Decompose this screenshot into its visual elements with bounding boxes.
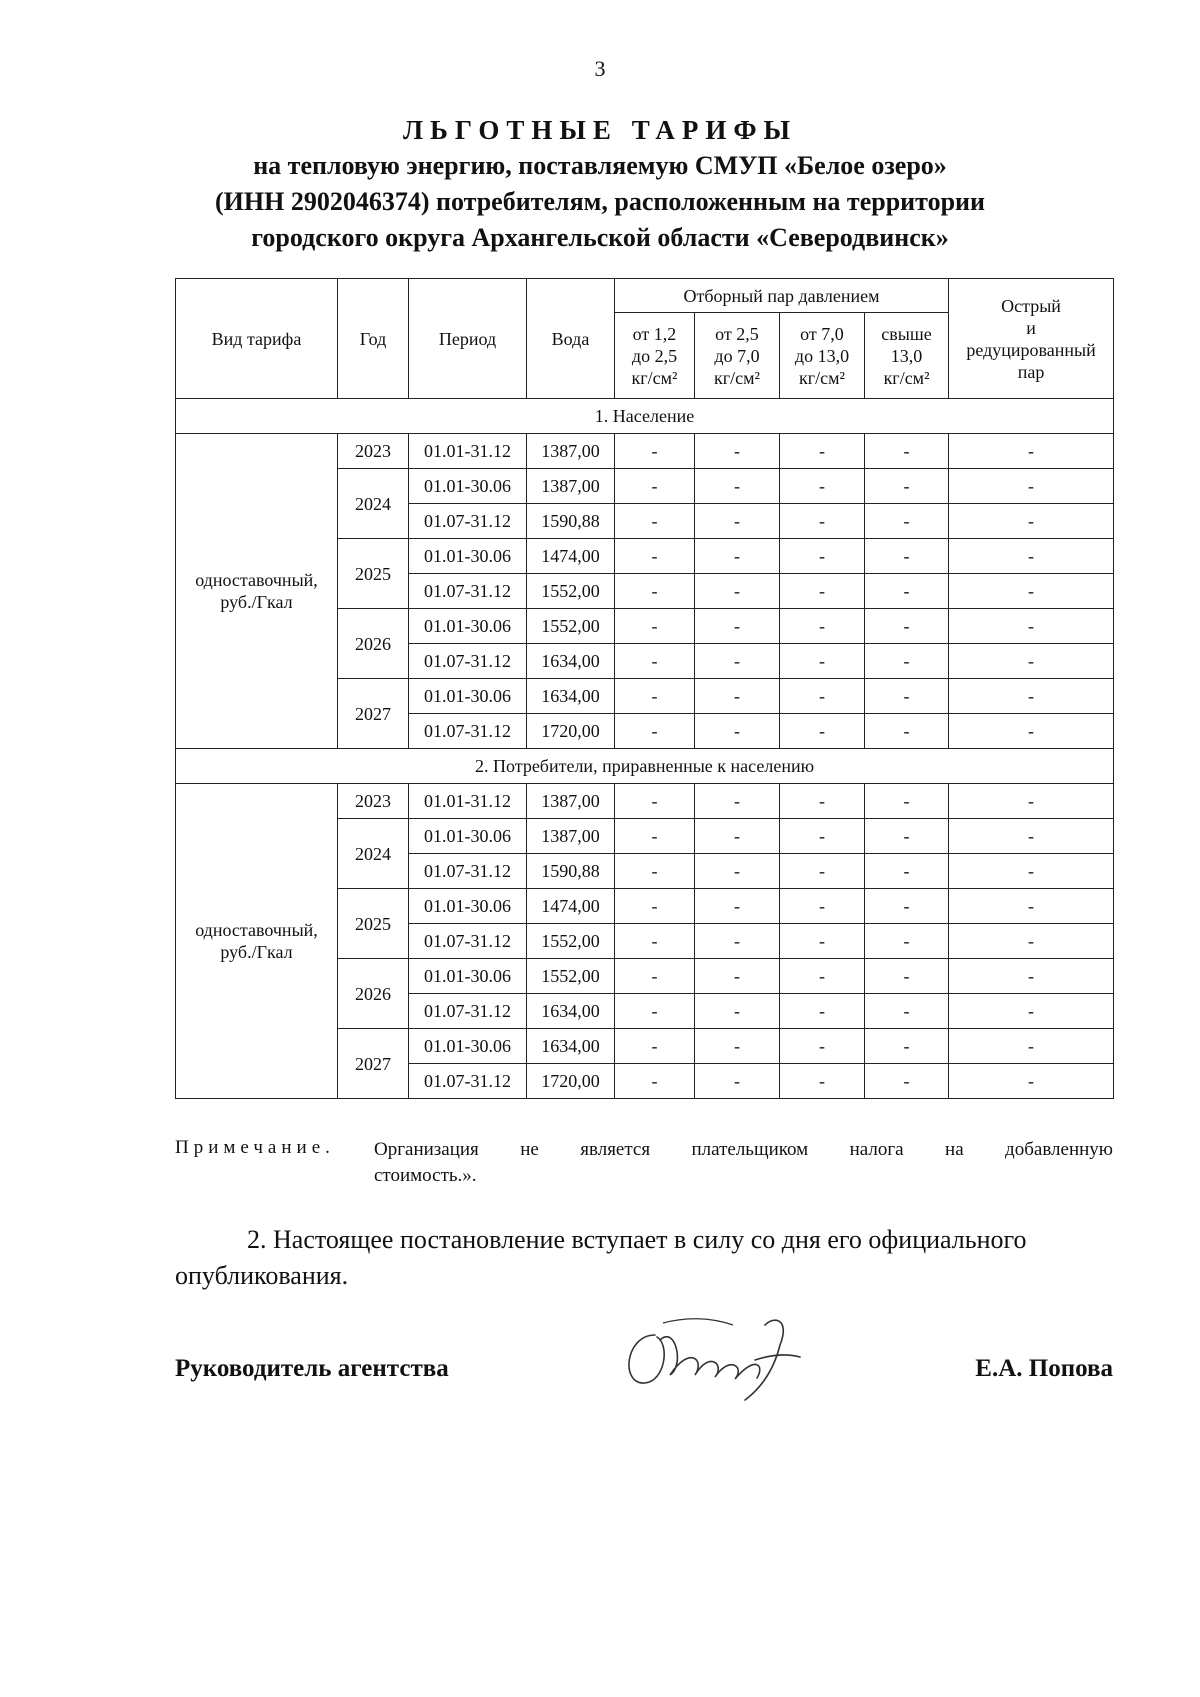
empty-value-cell: - (865, 434, 949, 469)
tariff-type-cell (176, 434, 338, 749)
water-tariff-cell: 1552,00 (527, 924, 615, 959)
water-tariff-cell: 1720,00 (527, 1064, 615, 1099)
period-cell: 01.07-31.12 (409, 994, 527, 1029)
empty-value-cell: - (780, 574, 865, 609)
empty-value-cell: - (865, 644, 949, 679)
header-steam-col-2 (695, 313, 780, 399)
header-sharp-steam (949, 279, 1114, 399)
empty-value-cell: - (949, 994, 1114, 1029)
water-tariff-cell: 1634,00 (527, 1029, 615, 1064)
year-cell: 2025 (338, 889, 409, 959)
empty-value-cell: - (865, 784, 949, 819)
empty-value-cell: - (949, 714, 1114, 749)
header-steam-col-3-l3: кг/см² (799, 367, 845, 388)
header-water: Вода (527, 279, 615, 399)
section-title: 1. Население (176, 399, 1114, 434)
empty-value-cell: - (949, 854, 1114, 889)
empty-value-cell: - (615, 644, 695, 679)
empty-value-cell: - (615, 784, 695, 819)
water-tariff-cell: 1634,00 (527, 679, 615, 714)
empty-value-cell: - (865, 819, 949, 854)
header-tariff-type: Вид тарифа (176, 279, 338, 399)
signer-role: Руководитель агентства (175, 1355, 449, 1382)
period-cell: 01.07-31.12 (409, 504, 527, 539)
empty-value-cell: - (865, 714, 949, 749)
empty-value-cell: - (780, 714, 865, 749)
water-tariff-cell: 1634,00 (527, 644, 615, 679)
header-sharp-l3: редуцированный (966, 339, 1096, 360)
empty-value-cell: - (865, 889, 949, 924)
empty-value-cell: - (949, 539, 1114, 574)
section-title-row (176, 749, 1114, 784)
empty-value-cell: - (615, 469, 695, 504)
note-text-line-1: Организация не является плательщиком налога на добавленную (374, 1139, 1113, 1160)
year-cell: 2025 (338, 539, 409, 609)
note-label: Примечание. (175, 1137, 335, 1158)
empty-value-cell: - (949, 924, 1114, 959)
tariff-table (175, 278, 1114, 1099)
year-cell: 2023 (338, 784, 409, 819)
empty-value-cell: - (949, 1064, 1114, 1099)
water-tariff-cell: 1387,00 (527, 434, 615, 469)
table-row (176, 784, 1114, 819)
empty-value-cell: - (695, 854, 780, 889)
section-title-row (176, 399, 1114, 434)
empty-value-cell: - (865, 959, 949, 994)
period-cell: 01.07-31.12 (409, 924, 527, 959)
header-steam-col-4-l2: 13,0 (890, 345, 923, 366)
empty-value-cell: - (695, 714, 780, 749)
empty-value-cell: - (615, 679, 695, 714)
empty-value-cell: - (780, 924, 865, 959)
period-cell: 01.07-31.12 (409, 644, 527, 679)
header-steam-col-4 (865, 313, 949, 399)
header-steam-col-4-l3: кг/см² (883, 367, 930, 388)
empty-value-cell: - (865, 1064, 949, 1099)
empty-value-cell: - (865, 1029, 949, 1064)
empty-value-cell: - (865, 994, 949, 1029)
water-tariff-cell: 1720,00 (527, 714, 615, 749)
empty-value-cell: - (615, 924, 695, 959)
water-tariff-cell: 1634,00 (527, 994, 615, 1029)
empty-value-cell: - (695, 994, 780, 1029)
year-cell: 2023 (338, 434, 409, 469)
header-sharp-l1: Острый (1001, 295, 1061, 316)
empty-value-cell: - (615, 854, 695, 889)
empty-value-cell: - (695, 539, 780, 574)
period-cell: 01.01-30.06 (409, 889, 527, 924)
tariff-type-line-1: одноставочный, (195, 570, 318, 590)
empty-value-cell: - (615, 1064, 695, 1099)
page-number: 3 (594, 56, 606, 81)
header-steam-col-2-l3: кг/см² (714, 367, 760, 388)
empty-value-cell: - (949, 784, 1114, 819)
empty-value-cell: - (780, 784, 865, 819)
empty-value-cell: - (949, 469, 1114, 504)
empty-value-cell: - (865, 924, 949, 959)
empty-value-cell: - (615, 434, 695, 469)
document-title (0, 112, 1200, 256)
empty-value-cell: - (949, 609, 1114, 644)
year-cell: 2027 (338, 1029, 409, 1099)
period-cell: 01.01-31.12 (409, 434, 527, 469)
empty-value-cell: - (780, 609, 865, 644)
empty-value-cell: - (695, 469, 780, 504)
empty-value-cell: - (615, 819, 695, 854)
period-cell: 01.01-30.06 (409, 959, 527, 994)
empty-value-cell: - (615, 574, 695, 609)
tariff-type-cell (176, 784, 338, 1099)
title-main: ЛЬГОТНЫЕ ТАРИФЫ (402, 115, 798, 145)
water-tariff-cell: 1387,00 (527, 819, 615, 854)
signature-image (615, 1305, 825, 1405)
header-steam-col-1-l3: кг/см² (631, 367, 678, 388)
title-line-1: на тепловую энергию, поставляемую СМУП «Белое озеро» (253, 151, 947, 180)
water-tariff-cell: 1552,00 (527, 609, 615, 644)
empty-value-cell: - (949, 644, 1114, 679)
header-steam-col-3 (780, 313, 865, 399)
period-cell: 01.07-31.12 (409, 574, 527, 609)
water-tariff-cell: 1590,88 (527, 504, 615, 539)
empty-value-cell: - (780, 1064, 865, 1099)
empty-value-cell: - (949, 889, 1114, 924)
water-tariff-cell: 1474,00 (527, 539, 615, 574)
empty-value-cell: - (949, 504, 1114, 539)
water-tariff-cell: 1474,00 (527, 889, 615, 924)
empty-value-cell: - (615, 889, 695, 924)
empty-value-cell: - (695, 784, 780, 819)
title-line-3: городского округа Архангельской области «Северодвинск» (251, 223, 949, 252)
tariff-type-line-2: руб./Гкал (220, 592, 293, 612)
empty-value-cell: - (780, 819, 865, 854)
header-steam-col-2-l2: до 7,0 (714, 345, 760, 366)
empty-value-cell: - (780, 994, 865, 1029)
empty-value-cell: - (695, 1029, 780, 1064)
period-cell: 01.01-31.12 (409, 784, 527, 819)
signer-name: Е.А. Попова (975, 1355, 1113, 1382)
empty-value-cell: - (695, 819, 780, 854)
empty-value-cell: - (615, 1029, 695, 1064)
empty-value-cell: - (865, 609, 949, 644)
empty-value-cell: - (949, 819, 1114, 854)
header-year: Год (338, 279, 409, 399)
header-period: Период (409, 279, 527, 399)
empty-value-cell: - (695, 889, 780, 924)
empty-value-cell: - (780, 539, 865, 574)
empty-value-cell: - (615, 714, 695, 749)
year-cell: 2026 (338, 609, 409, 679)
empty-value-cell: - (780, 434, 865, 469)
note-text-line-2: стоимость.». (374, 1165, 477, 1186)
section-title: 2. Потребители, приравненные к населению (176, 749, 1114, 784)
empty-value-cell: - (865, 679, 949, 714)
header-steam-col-2-l1: от 2,5 (715, 323, 759, 344)
empty-value-cell: - (780, 469, 865, 504)
empty-value-cell: - (695, 609, 780, 644)
empty-value-cell: - (695, 924, 780, 959)
table-body (176, 399, 1114, 1099)
period-cell: 01.01-30.06 (409, 469, 527, 504)
header-steam-col-1-l2: до 2,5 (631, 345, 678, 366)
empty-value-cell: - (865, 539, 949, 574)
empty-value-cell: - (949, 1029, 1114, 1064)
empty-value-cell: - (695, 644, 780, 679)
empty-value-cell: - (615, 959, 695, 994)
period-cell: 01.01-30.06 (409, 539, 527, 574)
empty-value-cell: - (695, 504, 780, 539)
empty-value-cell: - (780, 644, 865, 679)
water-tariff-cell: 1552,00 (527, 574, 615, 609)
empty-value-cell: - (695, 959, 780, 994)
year-cell: 2026 (338, 959, 409, 1029)
empty-value-cell: - (695, 574, 780, 609)
header-sharp-l4: пар (1017, 361, 1045, 382)
header-steam-col-1 (615, 313, 695, 399)
title-line-2: (ИНН 2902046374) потребителям, расположенным на территории (214, 187, 985, 216)
empty-value-cell: - (949, 679, 1114, 714)
period-cell: 01.01-30.06 (409, 819, 527, 854)
empty-value-cell: - (780, 679, 865, 714)
clause-paragraph: 2. Настоящее постановление вступает в силу со дня его официального опубликования. (175, 1225, 1027, 1290)
empty-value-cell: - (865, 854, 949, 889)
empty-value-cell: - (615, 994, 695, 1029)
header-steam-col-1-l1: от 1,2 (632, 323, 677, 344)
header-steam-col-4-l1: свыше (881, 323, 932, 344)
tariff-type-line-1: одноставочный, (195, 920, 318, 940)
empty-value-cell: - (780, 854, 865, 889)
empty-value-cell: - (865, 574, 949, 609)
year-cell: 2024 (338, 819, 409, 889)
period-cell: 01.07-31.12 (409, 1064, 527, 1099)
header-sharp-l2: и (1026, 317, 1036, 338)
water-tariff-cell: 1590,88 (527, 854, 615, 889)
year-cell: 2024 (338, 469, 409, 539)
period-cell: 01.01-30.06 (409, 679, 527, 714)
empty-value-cell: - (615, 504, 695, 539)
water-tariff-cell: 1387,00 (527, 469, 615, 504)
empty-value-cell: - (780, 889, 865, 924)
empty-value-cell: - (695, 679, 780, 714)
empty-value-cell: - (615, 609, 695, 644)
empty-value-cell: - (780, 504, 865, 539)
tariff-type-line-2: руб./Гкал (220, 942, 293, 962)
period-cell: 01.07-31.12 (409, 714, 527, 749)
table-row (176, 434, 1114, 469)
empty-value-cell: - (949, 959, 1114, 994)
header-steam-col-3-l1: от 7,0 (800, 323, 844, 344)
empty-value-cell: - (780, 959, 865, 994)
period-cell: 01.07-31.12 (409, 854, 527, 889)
period-cell: 01.01-30.06 (409, 1029, 527, 1064)
empty-value-cell: - (780, 1029, 865, 1064)
water-tariff-cell: 1387,00 (527, 784, 615, 819)
empty-value-cell: - (865, 469, 949, 504)
empty-value-cell: - (695, 1064, 780, 1099)
empty-value-cell: - (949, 434, 1114, 469)
period-cell: 01.01-30.06 (409, 609, 527, 644)
empty-value-cell: - (615, 539, 695, 574)
water-tariff-cell: 1552,00 (527, 959, 615, 994)
header-steam-col-3-l2: до 13,0 (794, 345, 850, 366)
header-steam-group: Отборный пар давлением (615, 279, 949, 313)
empty-value-cell: - (949, 574, 1114, 609)
empty-value-cell: - (865, 504, 949, 539)
year-cell: 2027 (338, 679, 409, 749)
empty-value-cell: - (695, 434, 780, 469)
